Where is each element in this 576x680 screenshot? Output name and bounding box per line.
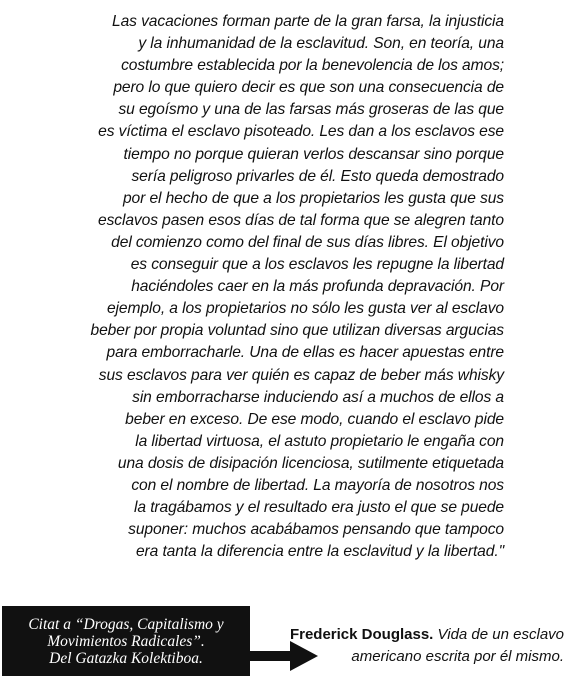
citation-line: Citat a “Drogas, Capitalismo y bbox=[28, 615, 224, 633]
quote-line: haciéndoles caer en la más profunda depravación. Por bbox=[131, 278, 504, 296]
quote-line: la tragábamos y el resultado era justo el que se puede bbox=[134, 499, 504, 517]
quote-line: esclavos pasen esos días de tal forma que se alegren tanto bbox=[98, 211, 504, 229]
quote-line: del comienzo como del final de sus días libres. El objetivo bbox=[111, 233, 504, 251]
citation-line: Movimientos Radicales”. bbox=[47, 632, 205, 650]
quote-line: beber en exceso. De ese modo, cuando el esclavo pide bbox=[125, 410, 504, 428]
source-line-1 bbox=[290, 624, 564, 646]
quote-line: la libertad virtuosa, el astuto propietario le engaña con bbox=[135, 432, 504, 450]
citation-box bbox=[2, 606, 250, 676]
quote-line: tiempo no porque quieran verlos descansar sino porque bbox=[123, 145, 504, 163]
quote-line: sus esclavos para ver quién es capaz de beber más whisky bbox=[98, 366, 504, 384]
quote-line: sería peligroso privarles de él. Esto queda demostrado bbox=[131, 167, 504, 185]
work-title-part-1: Vida de un esclavo bbox=[437, 626, 564, 643]
quote-line: su egoísmo y una de las farsas más groseras de las que bbox=[118, 101, 504, 119]
quote-line: sin emborracharse induciendo así a muchos de ellos a bbox=[132, 388, 504, 406]
quote-line: es conseguir que a los esclavos les repugne la libertad bbox=[130, 256, 504, 274]
quote-line: costumbre establecida por la benevolencia de los amos; bbox=[121, 57, 504, 75]
author-name: Frederick Douglass. bbox=[289, 626, 434, 643]
quote-line: es víctima el esclavo pisoteado. Les dan a los esclavos ese bbox=[98, 123, 504, 141]
quote-line: ejemplo, a los propietarios no sólo les gusta ver al esclavo bbox=[106, 300, 504, 318]
quote-line: Las vacaciones forman parte de la gran farsa, la injusticia bbox=[112, 13, 504, 30]
quote-line: una dosis de disipación licenciosa, sutilmente etiquetada bbox=[117, 454, 504, 472]
quote-line: para emborracharle. Una de ellas es hacer apuestas entre bbox=[106, 344, 504, 362]
quote-line: era tanta la diferencia entre la esclavitud y la libertad." bbox=[135, 543, 504, 561]
quote-paragraph bbox=[24, 11, 504, 563]
source-attribution bbox=[290, 624, 564, 668]
quote-line: pero lo que quiero decir es que son una consecuencia de bbox=[113, 79, 504, 97]
quote-line: y la inhumanidad de la esclavitud. Son, en teoría, una bbox=[138, 35, 504, 53]
quote-line: por el hecho de que a los propietarios les gusta que sus bbox=[122, 189, 504, 207]
work-title-part-2: americano escrita por él mismo. bbox=[351, 648, 564, 665]
citation-line: Del Gatazka Kolektiboa. bbox=[49, 649, 203, 667]
quote-line: beber por propia voluntad sino que utilizan diversas argucias bbox=[90, 322, 504, 340]
quote-line: suponer: muchos acabábamos pensando que tampoco bbox=[128, 521, 504, 539]
quote-line: con el nombre de libertad. La mayoría de nosotros nos bbox=[131, 476, 504, 494]
